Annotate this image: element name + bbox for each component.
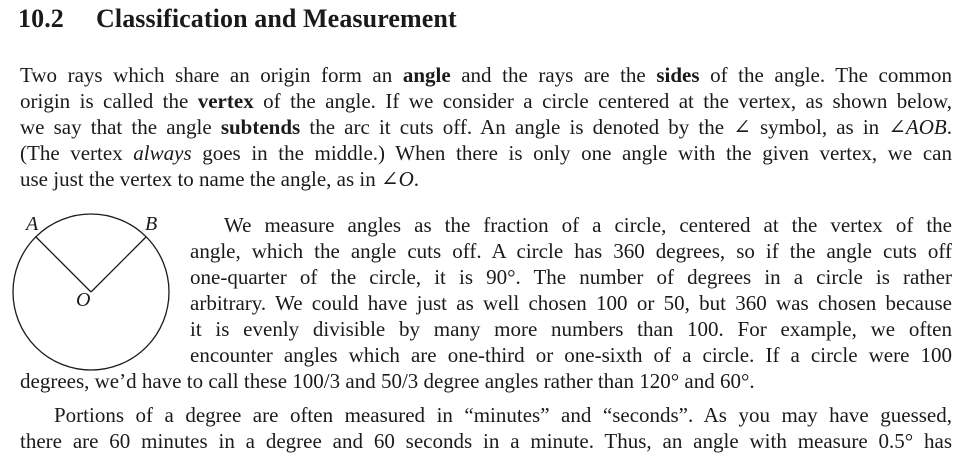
text: (The vertex — [20, 141, 134, 165]
angle-figure — [0, 208, 180, 388]
angle-o: ∠O — [380, 167, 414, 191]
text: of the angle. The common — [699, 63, 952, 87]
paragraph2-line4: arbitrary. We could have just as well chosen 100 or 50, but 360 was chosen because — [190, 291, 952, 315]
paragraph1-line4 — [20, 140, 952, 166]
paragraph2-line7: degrees, we’d have to call these 100/3 and 50/3 degree angles rather than 120° and 60°. — [20, 369, 755, 393]
text: use just the vertex to name the angle, as in — [20, 167, 381, 191]
label-b: B — [145, 213, 158, 235]
angle-symbol: ∠ — [733, 115, 751, 139]
paragraph1-line1 — [20, 62, 952, 88]
paragraph2-line3: one-quarter of the circle, it is 90°. The number of degrees in a circle is rather — [190, 265, 952, 289]
section-heading — [18, 4, 457, 34]
text: and the rays are the — [450, 63, 657, 87]
section-title: Classification and Measurement — [96, 4, 457, 33]
paragraph2-line1: We measure angles as the fraction of a circle, centered at the vertex of the — [224, 213, 952, 237]
text: . — [413, 167, 419, 191]
term-vertex: vertex — [197, 89, 254, 113]
text: we say that the angle — [20, 115, 221, 139]
ray-oa — [36, 237, 91, 292]
paragraph1-line5 — [20, 166, 952, 192]
label-a: A — [26, 213, 39, 235]
section-number: 10.2 — [18, 4, 64, 33]
paragraph1-line3 — [20, 114, 952, 140]
paragraph3-line2: there are 60 minutes in a degree and 60 seconds in a minute. Thus, an angle with measure 0.5° has — [20, 429, 952, 453]
ray-ob — [91, 237, 146, 292]
text: . — [946, 115, 952, 139]
paragraph2-line5: it is evenly divisible by many more numbers than 100. For example, we often — [190, 317, 952, 341]
term-angle: angle — [402, 63, 451, 87]
text: goes in the middle.) When there is only one angle with the given vertex, we can — [191, 141, 952, 165]
term-subtends: subtends — [220, 115, 301, 139]
label-o: O — [76, 289, 91, 311]
paragraph2-line6: encounter angles which are one-third or one-sixth of a circle. If a circle were 100 — [190, 343, 952, 367]
text: the arc it cuts off. An angle is denoted by the — [300, 115, 734, 139]
paragraph3-line1: Portions of a degree are often measured in “minutes” and “seconds”. As you may have guessed, — [54, 403, 952, 427]
emph-always: always — [133, 141, 192, 165]
text: symbol, as in — [750, 115, 889, 139]
angle-aob: ∠AOB — [888, 115, 947, 139]
text: of the angle. If we consider a circle centered at the vertex, as shown below, — [253, 89, 952, 113]
term-sides: sides — [656, 63, 700, 87]
text: origin is called the — [20, 89, 198, 113]
paragraph1-line2 — [20, 88, 952, 114]
paragraph2-line2: angle, which the angle cuts off. A circle has 360 degrees, so if the angle cuts off — [190, 239, 952, 263]
text: Two rays which share an origin form an — [20, 63, 403, 87]
